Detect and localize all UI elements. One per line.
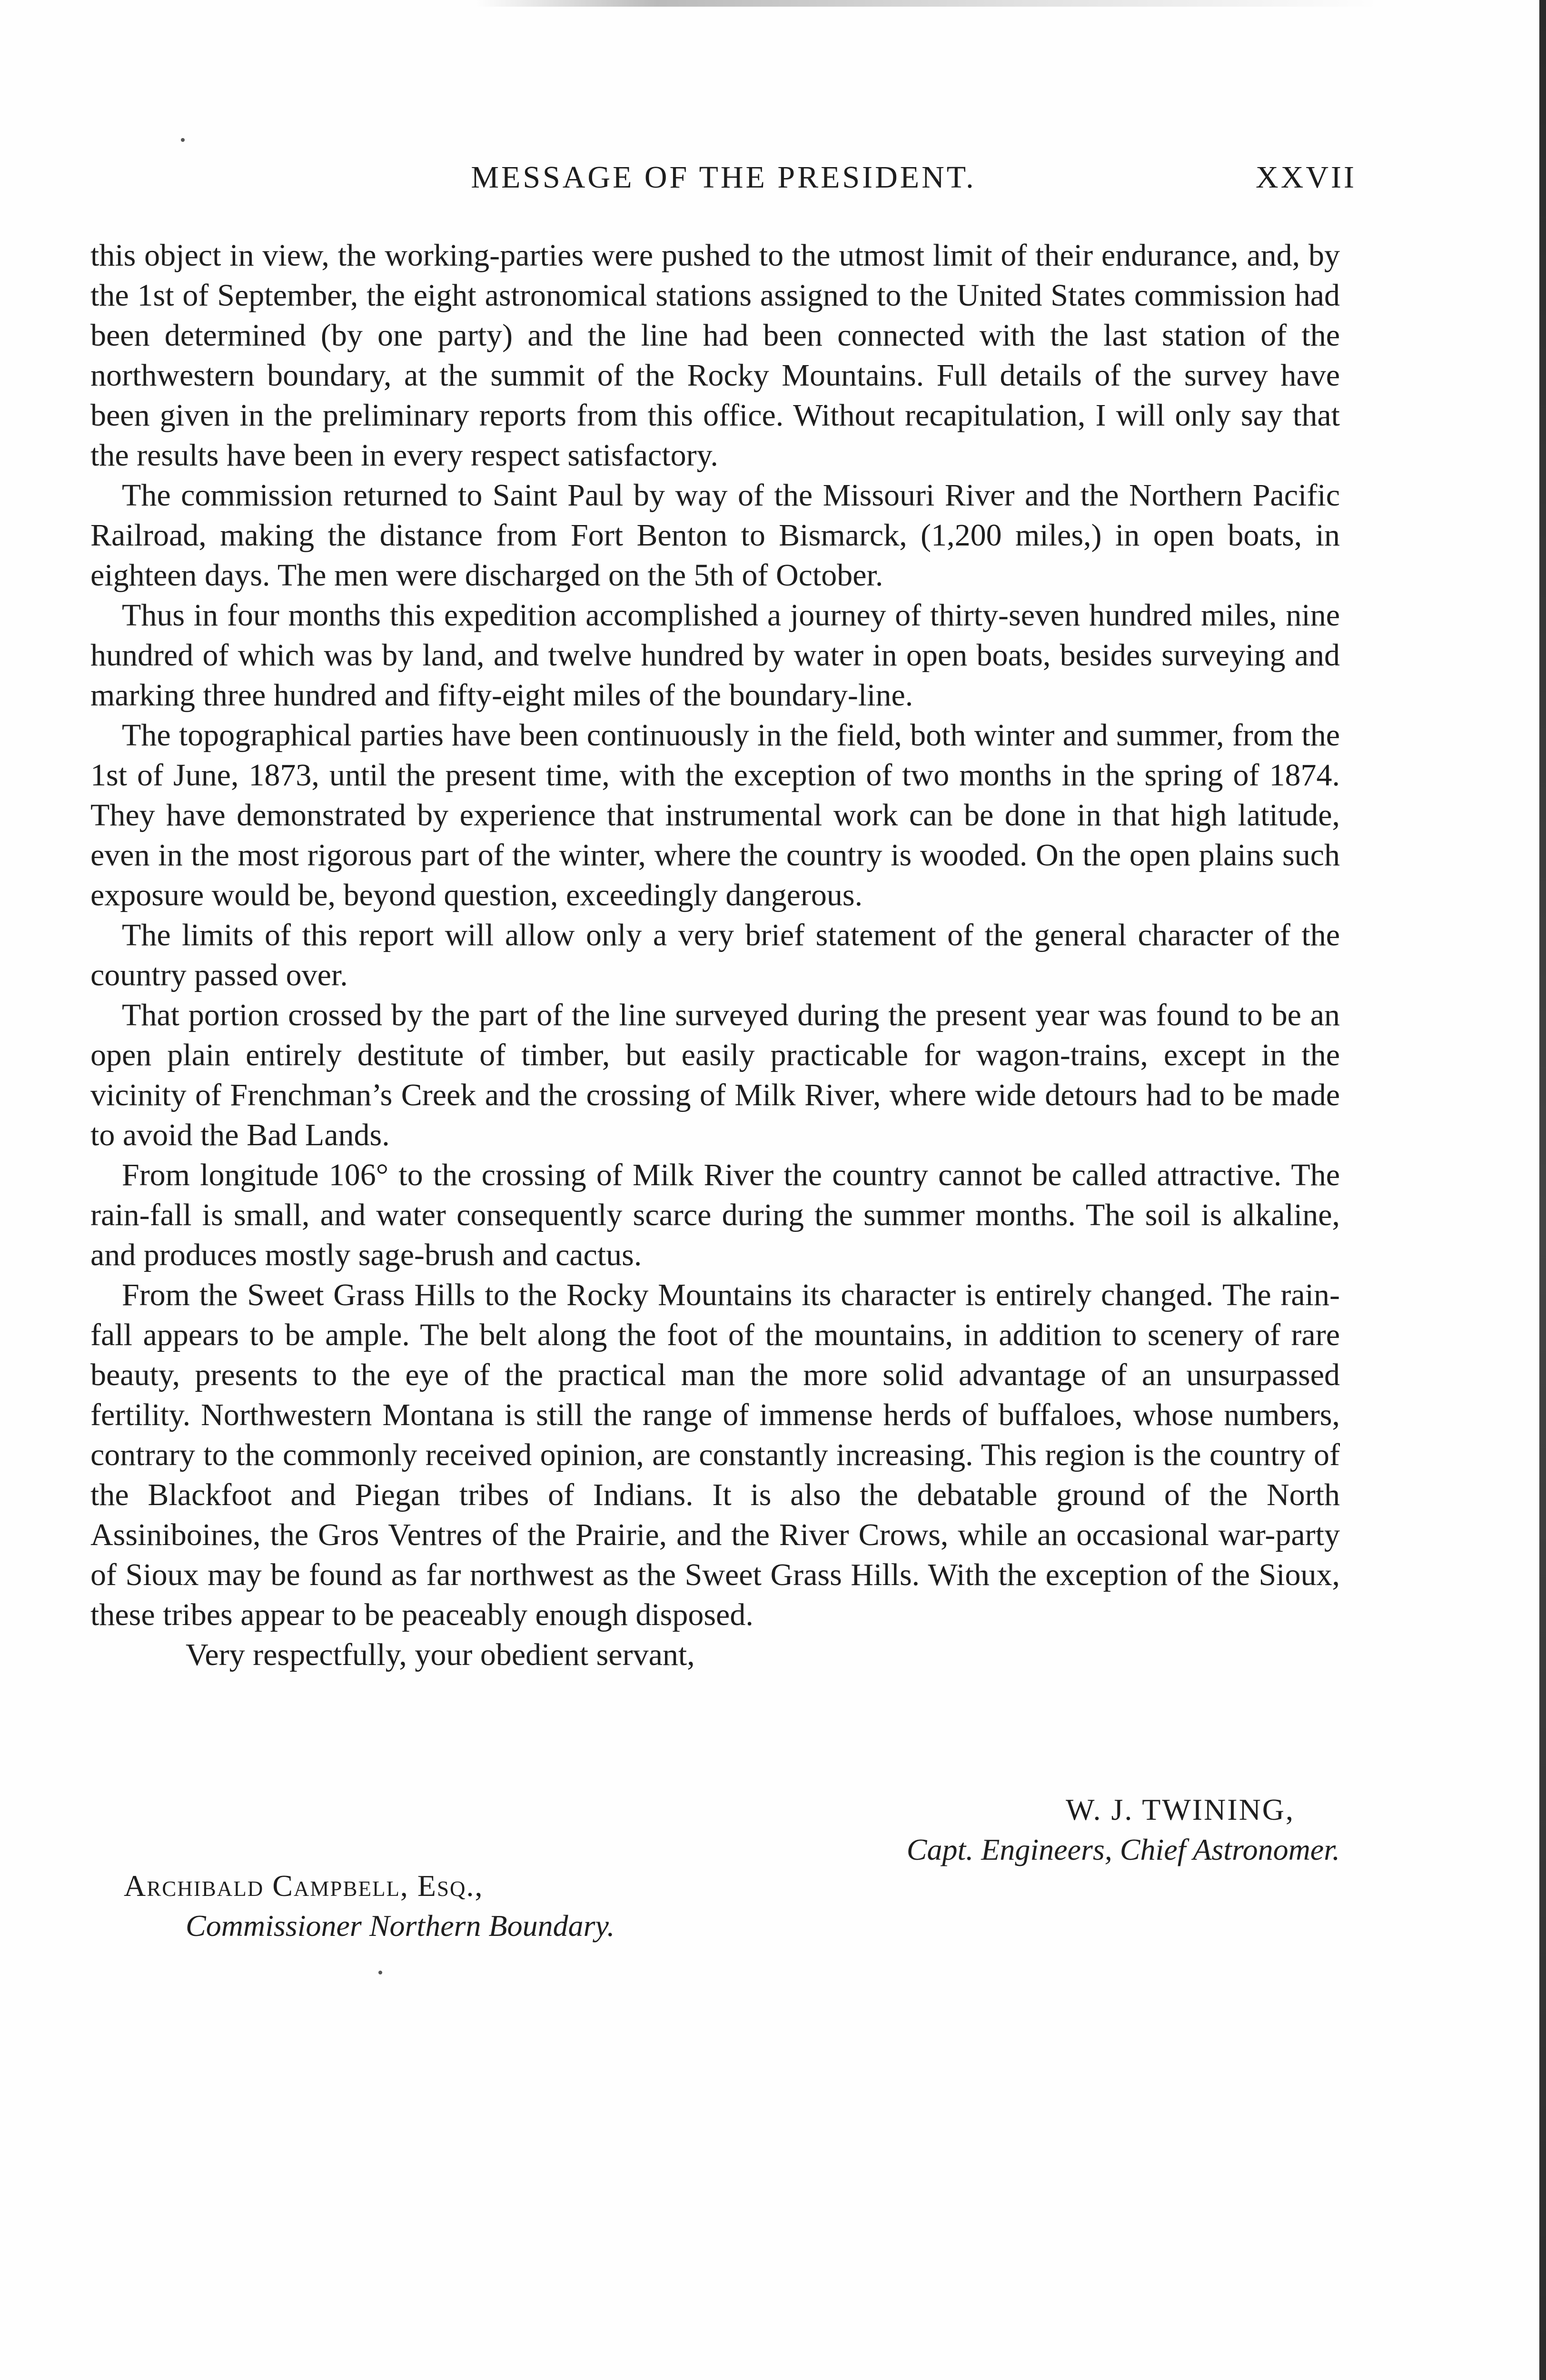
scan-speck (181, 138, 185, 142)
paragraph: The topographical parties have been continuously in the field, both winter and summer, from the 1st of June, 1873, until the present time, with the exception of two months in the spring of 1874. They have demonstrated by experience that instrumental work can be done in that high latitude, even in the most rigorous part of the winter, where the country is wooded. On the open plains such exposure would be, beyond question, exceedingly dangerous. (90, 718, 1340, 912)
scan-top-edge (476, 0, 1380, 7)
addressee-name (124, 1866, 1076, 1906)
addressee-block (124, 1866, 1076, 1946)
running-head: MESSAGE OF THE PRESIDENT. (471, 160, 976, 195)
body-text (90, 236, 1340, 1675)
paragraph: That portion crossed by the part of the line surveyed during the present year was found to be an open plain entirely destitute of timber, but easily practicable for wagon-trains, except in the vicinity of Frenchman’s Creek and the crossing of Milk River, where wide detours had to be made to avoid the Bad Lands. (90, 998, 1340, 1152)
page-header (90, 159, 1357, 212)
letter-closing: Very respectfully, your obedient servant, (186, 1637, 695, 1672)
signatory-name: W. J. TWINING, (1065, 1793, 1295, 1826)
scan-right-edge (1539, 0, 1546, 2380)
page-number: XXVII (1256, 160, 1357, 195)
paragraph: From the Sweet Grass Hills to the Rocky Mountains its character is entirely changed. The rain-fall appears to be ample. The belt along the foot of the mountains, in addition to scenery of rare beauty, presents to the eye of the practical man the more solid advantage of an unsurpassed fertility. Northwestern Montana is still the range of immense herds of buffaloes, whose numbers, contrary to the commonly received opinion, are constantly increasing. This region is the country of the Blackfoot and Piegan tribes of Indians. It is also the debatable ground of the North Assiniboines, the Gros Ventres of the Prairie, and the River Crows, while an occasional war-party of Sioux may be found as far northwest as the Sweet Grass Hills. With the exception of the Sioux, these tribes appear to be peaceably enough disposed. (90, 1278, 1340, 1632)
paragraph: From longitude 106° to the crossing of Milk River the country cannot be called attractive. The rain-fall is small, and water consequently scarce during the summer months. The soil is alkaline, and produces mostly sage-brush and cactus. (90, 1158, 1340, 1272)
paragraph: Thus in four months this expedition accomplished a journey of thirty-seven hundred miles, nine hundred of which was by land, and twelve hundred by water in open boats, besides surveying and marking three hundred and fifty-eight miles of the boundary-line. (90, 598, 1340, 713)
paragraph: this object in view, the working-parties were pushed to the utmost limit of their endurance, and, by the 1st of September, the eight astronomical stations assigned to the United States commission had been determined (by one party) and the line had been connected with the last station of the northwestern boundary, at the summit of the Rocky Mountains. Full details of the survey have been given in the preliminary reports from this office. Without recapitulation, I will only say that the results have been in every respect satisfactory. (90, 238, 1340, 473)
addressee-title: Commissioner Northern Boundary. (186, 1909, 615, 1943)
signature-block (90, 1790, 1340, 1870)
paragraph: The limits of this report will allow only a very brief statement of the general character of the country passed over. (90, 918, 1340, 992)
paragraph: The commission returned to Saint Paul by way of the Missouri River and the Northern Pacific Railroad, making the distance from Fort Benton to Bismarck, (1,200 miles,) in open boats, in eighteen days. The men were discharged on the 5th of October. (90, 478, 1340, 593)
addressee-name-text: Archibald Campbell, Esq., (124, 1869, 484, 1903)
scan-speck (378, 1971, 382, 1974)
signatory-title: Capt. Engineers, Chief Astronomer. (906, 1833, 1340, 1866)
